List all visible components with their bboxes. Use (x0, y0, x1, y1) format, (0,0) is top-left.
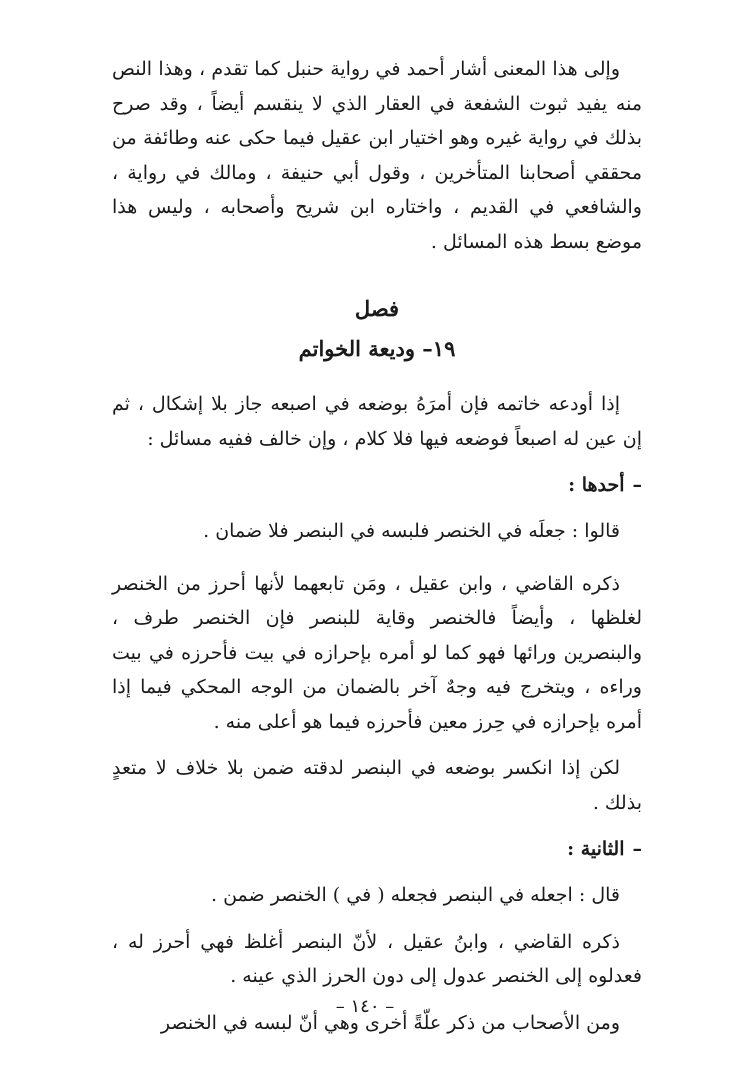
section-title: فصل (354, 296, 400, 321)
heading-dash: – (632, 838, 642, 860)
heading-first-label: أحدها : (568, 474, 625, 496)
paragraph-second-case: قال : اجعله في البنصر فجعله ( في ) الخنصر ضمن . (211, 884, 620, 906)
heading-second (112, 832, 642, 866)
document-page (112, 52, 642, 1040)
page-number: – ١٤٠ – (335, 996, 395, 1017)
paragraph-exception: لكن إذا انكسر بوضعه في البنصر لدقته ضمن بلا خلاف لا متعدٍ بذلك . (112, 757, 642, 814)
heading-first (112, 468, 642, 502)
heading-second-label: الثانية : (567, 838, 625, 860)
paragraph-deposit-rings: إذا أودعه خاتمه فإن أمرَهُ بوضعه في اصبعه جاز بلا إشكال ، ثم إن عين له اصبعاً فوضعه فيها فلا كلام ، وإن خالف ففيه مسائل : (112, 393, 642, 450)
paragraph-intro: وإلى هذا المعنى أشار أحمد في رواية حنبل كما تقدم ، وهذا النص منه يفيد ثبوت الشفعة في العقار الذي لا ينقسم أيضاً ، وقد صرح بذلك في رواية غيره وهو اختيار ابن عقيل فيما حكى عنه وطائفة من محققي أصحابنا المتأخرين ، وقول أبي حنيفة ، ومالك في رواية ، والشافعي في القديم ، واختاره ابن شريح وأصحابه ، وليس هذا موضع بسط هذه المسائل . (112, 58, 642, 253)
paragraph-second-reasoning: ذكره القاضي ، وابنُ عقيل ، لأنّ البنصر أغلظ فهي أحرز له ، فعدلوه إلى الخنصر عدول إلى دون الحرز الذي عينه . (112, 930, 642, 987)
paragraph-first-case: قالوا : جعلَه في الخنصر فلبسه في البنصر فلا ضمان . (203, 520, 620, 542)
paragraph-first-reasoning: ذكره القاضي ، وابن عقيل ، ومَن تابعهما لأنها أحرز من الخنصر لغلظها ، وأيضاً فالخنصر وقاية للبنصر فإن الخنصر طرف ، والبنصرين ورائها فهو كما لو أمره بإحرازه في بيت فأحرزه في بيت وراءه ، ويتخرج فيه وجهٌ آخر بالضمان من الوجه المحكي فيما إذا أمره بإحرازه في حِرز معين فأحرزه فيما هو أعلى منه . (112, 572, 642, 733)
subsection-title: ١٩– وديعة الخواتم (298, 336, 456, 361)
paragraph-other-reason: ومن الأصحاب من ذكر علّةً أخرى وهي أنّ لبسه في الخنصر (160, 1011, 620, 1034)
heading-dash: – (632, 474, 642, 496)
